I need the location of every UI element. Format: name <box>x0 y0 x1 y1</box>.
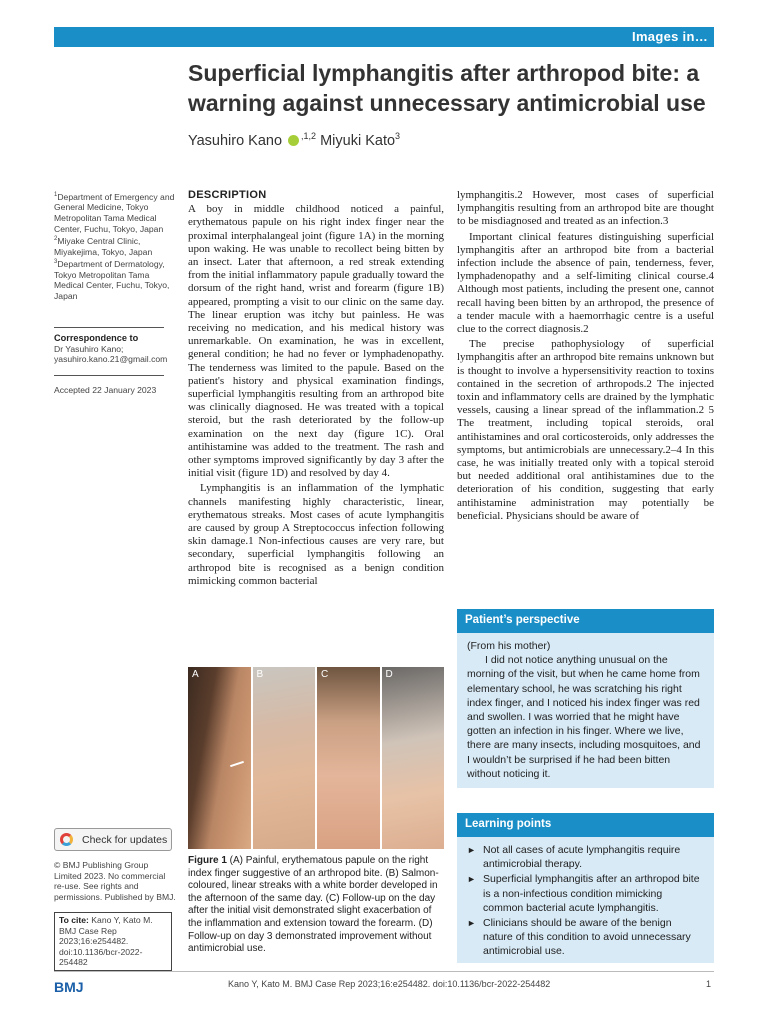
correspondence <box>54 333 176 365</box>
patient-perspective-box <box>457 609 714 788</box>
affiliations <box>54 190 176 302</box>
learning-points-heading: Learning points <box>457 813 714 837</box>
affiliation-item: $^3$Department of Dermatology, Tokyo Metropolitan Tama Medical Center, Fuchu, Tokyo, Japan <box>54 259 170 301</box>
crossmark-icon <box>60 833 73 846</box>
cite-text: Kano Y, Kato M. BMJ Case Rep 2023;16:e254482. doi:10.1136/bcr-2022-254482 <box>59 915 153 968</box>
check-updates-label: Check for updates <box>82 834 168 846</box>
caption-text: (A) Painful, erythematous papule on the right index finger suggestive of an arthropod bite. (B) Salmon-coloured, linear streaks with a white border developed in the afternoon of the same day. (C) Follow-up on the day after the initial visit demonstrated slight exacerbation of the inflammation and extension toward the forearm. (D) Follow-up on day 3 demonstrated improvement without antimicrobial use. <box>188 855 439 955</box>
caption-label: Figure 1 <box>188 855 227 866</box>
body-paragraph: lymphangitis.2 However, most cases of superficial lymphangitis resulting from an arthropod bite are thought to be misdiagnosed and treated as an infection.3 <box>457 189 714 228</box>
figure-1 <box>188 667 444 849</box>
affiliation-item: $^2$Miyake Central Clinic, Miyakejima, Tokyo, Japan <box>54 236 153 257</box>
figure-panel-d <box>382 667 445 849</box>
correspondence-email[interactable]: yasuhiro.kano.21@gmail.com <box>54 354 168 365</box>
body-paragraph: Important clinical features distinguishing superficial lymphangitis after an arthropod bite from a bacterial infection include the absence of pain, tenderness, fever, lymphadenopathy and a self-limiting clinical course.4 Although most patients, including the present one, cannot recall having been bitten by an arthropod, the presence of a tender macule with a haemorrhagic centre is a useful clue to the correct diagnosis.2 <box>457 230 714 336</box>
perspective-text: I did not notice anything unusual on the morning of the visit, but when he came home from elementary school, he was scratching his right index finger, and I noticed his index finger was red and swollen. I was worried that he might have gotten an infection in his finger. Where we live, there are many insects, including mosquitoes, and I wouldn’t be surprised if he had been bitten without noticing it. <box>467 654 701 780</box>
footer-divider <box>54 971 714 972</box>
author-name: Yasuhiro Kano <box>188 132 283 149</box>
figure-caption <box>188 855 444 956</box>
description-column <box>188 189 444 590</box>
panel-label: A <box>192 669 199 680</box>
panel-label: B <box>256 669 264 680</box>
footer-citation: Kano Y, Kato M. BMJ Case Rep 2023;16:e254482. doi:10.1136/bcr-2022-254482 <box>228 979 551 989</box>
article-title: Superficial lymphangitis after arthropod bite: a warning against unnecessary antimicrobial use <box>188 60 706 116</box>
panel-label: D <box>385 669 393 680</box>
perspective-source: (From his mother) <box>467 640 551 652</box>
body-paragraph: Lymphangitis is an inflammation of the lymphatic channels manifesting highly characteristic, linear, erythematous streaks. Most cases of acute lymphangitis are caused by group A Streptococcus infection following skin damage.1 Non-infectious causes are very rare, but secondary, superficial lymphangitis following an arthropod bite is recognised as a benign condition mimicking common bacterial <box>188 482 444 587</box>
check-for-updates-button[interactable] <box>54 828 172 851</box>
figure-panel-a <box>188 667 253 849</box>
bmj-logo: BMJ <box>54 979 84 995</box>
patient-perspective-heading: Patient’s perspective <box>457 609 714 633</box>
correspondence-name: Dr Yasuhiro Kano; <box>54 343 124 354</box>
orcid-icon[interactable] <box>288 135 299 146</box>
affiliation-item: $^1$Department of Emergency and General Medicine, Tokyo Metropolitan Tama Medical Center, Fuchu, Tokyo, Japan <box>54 191 175 234</box>
learning-points-box <box>457 813 714 963</box>
description-heading: DESCRIPTION <box>188 189 267 201</box>
cite-box <box>54 912 172 971</box>
correspondence-heading: Correspondence to <box>54 333 139 343</box>
panel-label: C <box>321 669 329 680</box>
body-paragraph: A boy in middle childhood noticed a painful, erythematous papule on his right index finger near the proximal interphalangeal joint (figure 1A) in the morning upon waking. He was unable to recollect being bitten by an insect. Later that afternoon, a red streak extending from the initial inflammatory papule gradually toward the dorsum of the right hand, wrist and forearm (figure 1B) appeared, prompting a visit to our clinic on the same day. The linear eruption was itchy but painless. He was receiving no medication, and his medical history was unremarkable. On examination, he was in excellent, general condition; he had no fever or lymphadenopathy. The tenderness was limited to the papule. Based on the patient's history and physical examination findings, superficial lymphangitis resulting from an arthropod bite was clinically diagnosed. He was treated with a topical steroid, but the rash deteriorated by the follow-up examination on the next day (figure 1C). Oral antihistamine was added to the treatment. The rash and other symptoms improved significantly by day 3 after the initial visit (figure 1D) and resolved by day 4. <box>188 203 444 480</box>
learning-point: ► Not all cases of acute lymphangitis require antimicrobial therapy. <box>467 843 704 871</box>
author-affil: ,1,2 <box>301 131 317 141</box>
right-column <box>457 189 714 525</box>
author-name: Miyuki Kato <box>316 132 396 149</box>
author-line <box>188 131 400 149</box>
figure-panel-b <box>253 667 318 849</box>
arrow-icon <box>230 761 244 767</box>
learning-point: ► Superficial lymphangitis after an arthropod bite is a non-infectious condition mimicking common bacterial acute lymphangitis. <box>467 872 704 915</box>
learning-point: ► Clinicians should be aware of the benign nature of this condition to avoid unnecessary antimicrobial use. <box>467 916 704 959</box>
page-number: 1 <box>706 979 712 989</box>
author-affil: 3 <box>395 131 401 141</box>
figure-panel-c <box>317 667 382 849</box>
cite-label: To cite: <box>59 915 89 925</box>
divider <box>54 375 164 376</box>
section-banner <box>54 27 714 47</box>
learning-points-list <box>457 837 714 968</box>
accepted-date: Accepted 22 January 2023 <box>54 385 157 395</box>
copyright-notice: © BMJ Publishing Group Limited 2023. No commercial re-use. See rights and permissions. Published by BMJ. <box>54 860 176 902</box>
section-label: Images in… <box>632 29 708 44</box>
divider <box>54 327 164 328</box>
body-paragraph: The precise pathophysiology of superficial lymphangitis after an arthropod bite remains unknown but is thought to involve a hypersensitivity reaction to toxins contained in the secretion of arthropods.2 The injected toxin and inflammatory cells are drained by the lymphatic vessels, causing a linear spread of the inflammation.2 5 The treatment, including topical steroids, oral antihistamines and oral corticosteroids, only addresses the symptoms, but antimicrobials are unnecessary.2–4 In this case, he was initially treated only with a topical steroid but needed additional oral antihistamines due to the deterioration of his condition, suggesting that early antihistamine administration may potentially be beneficial. Physicians should be aware of <box>457 338 714 522</box>
